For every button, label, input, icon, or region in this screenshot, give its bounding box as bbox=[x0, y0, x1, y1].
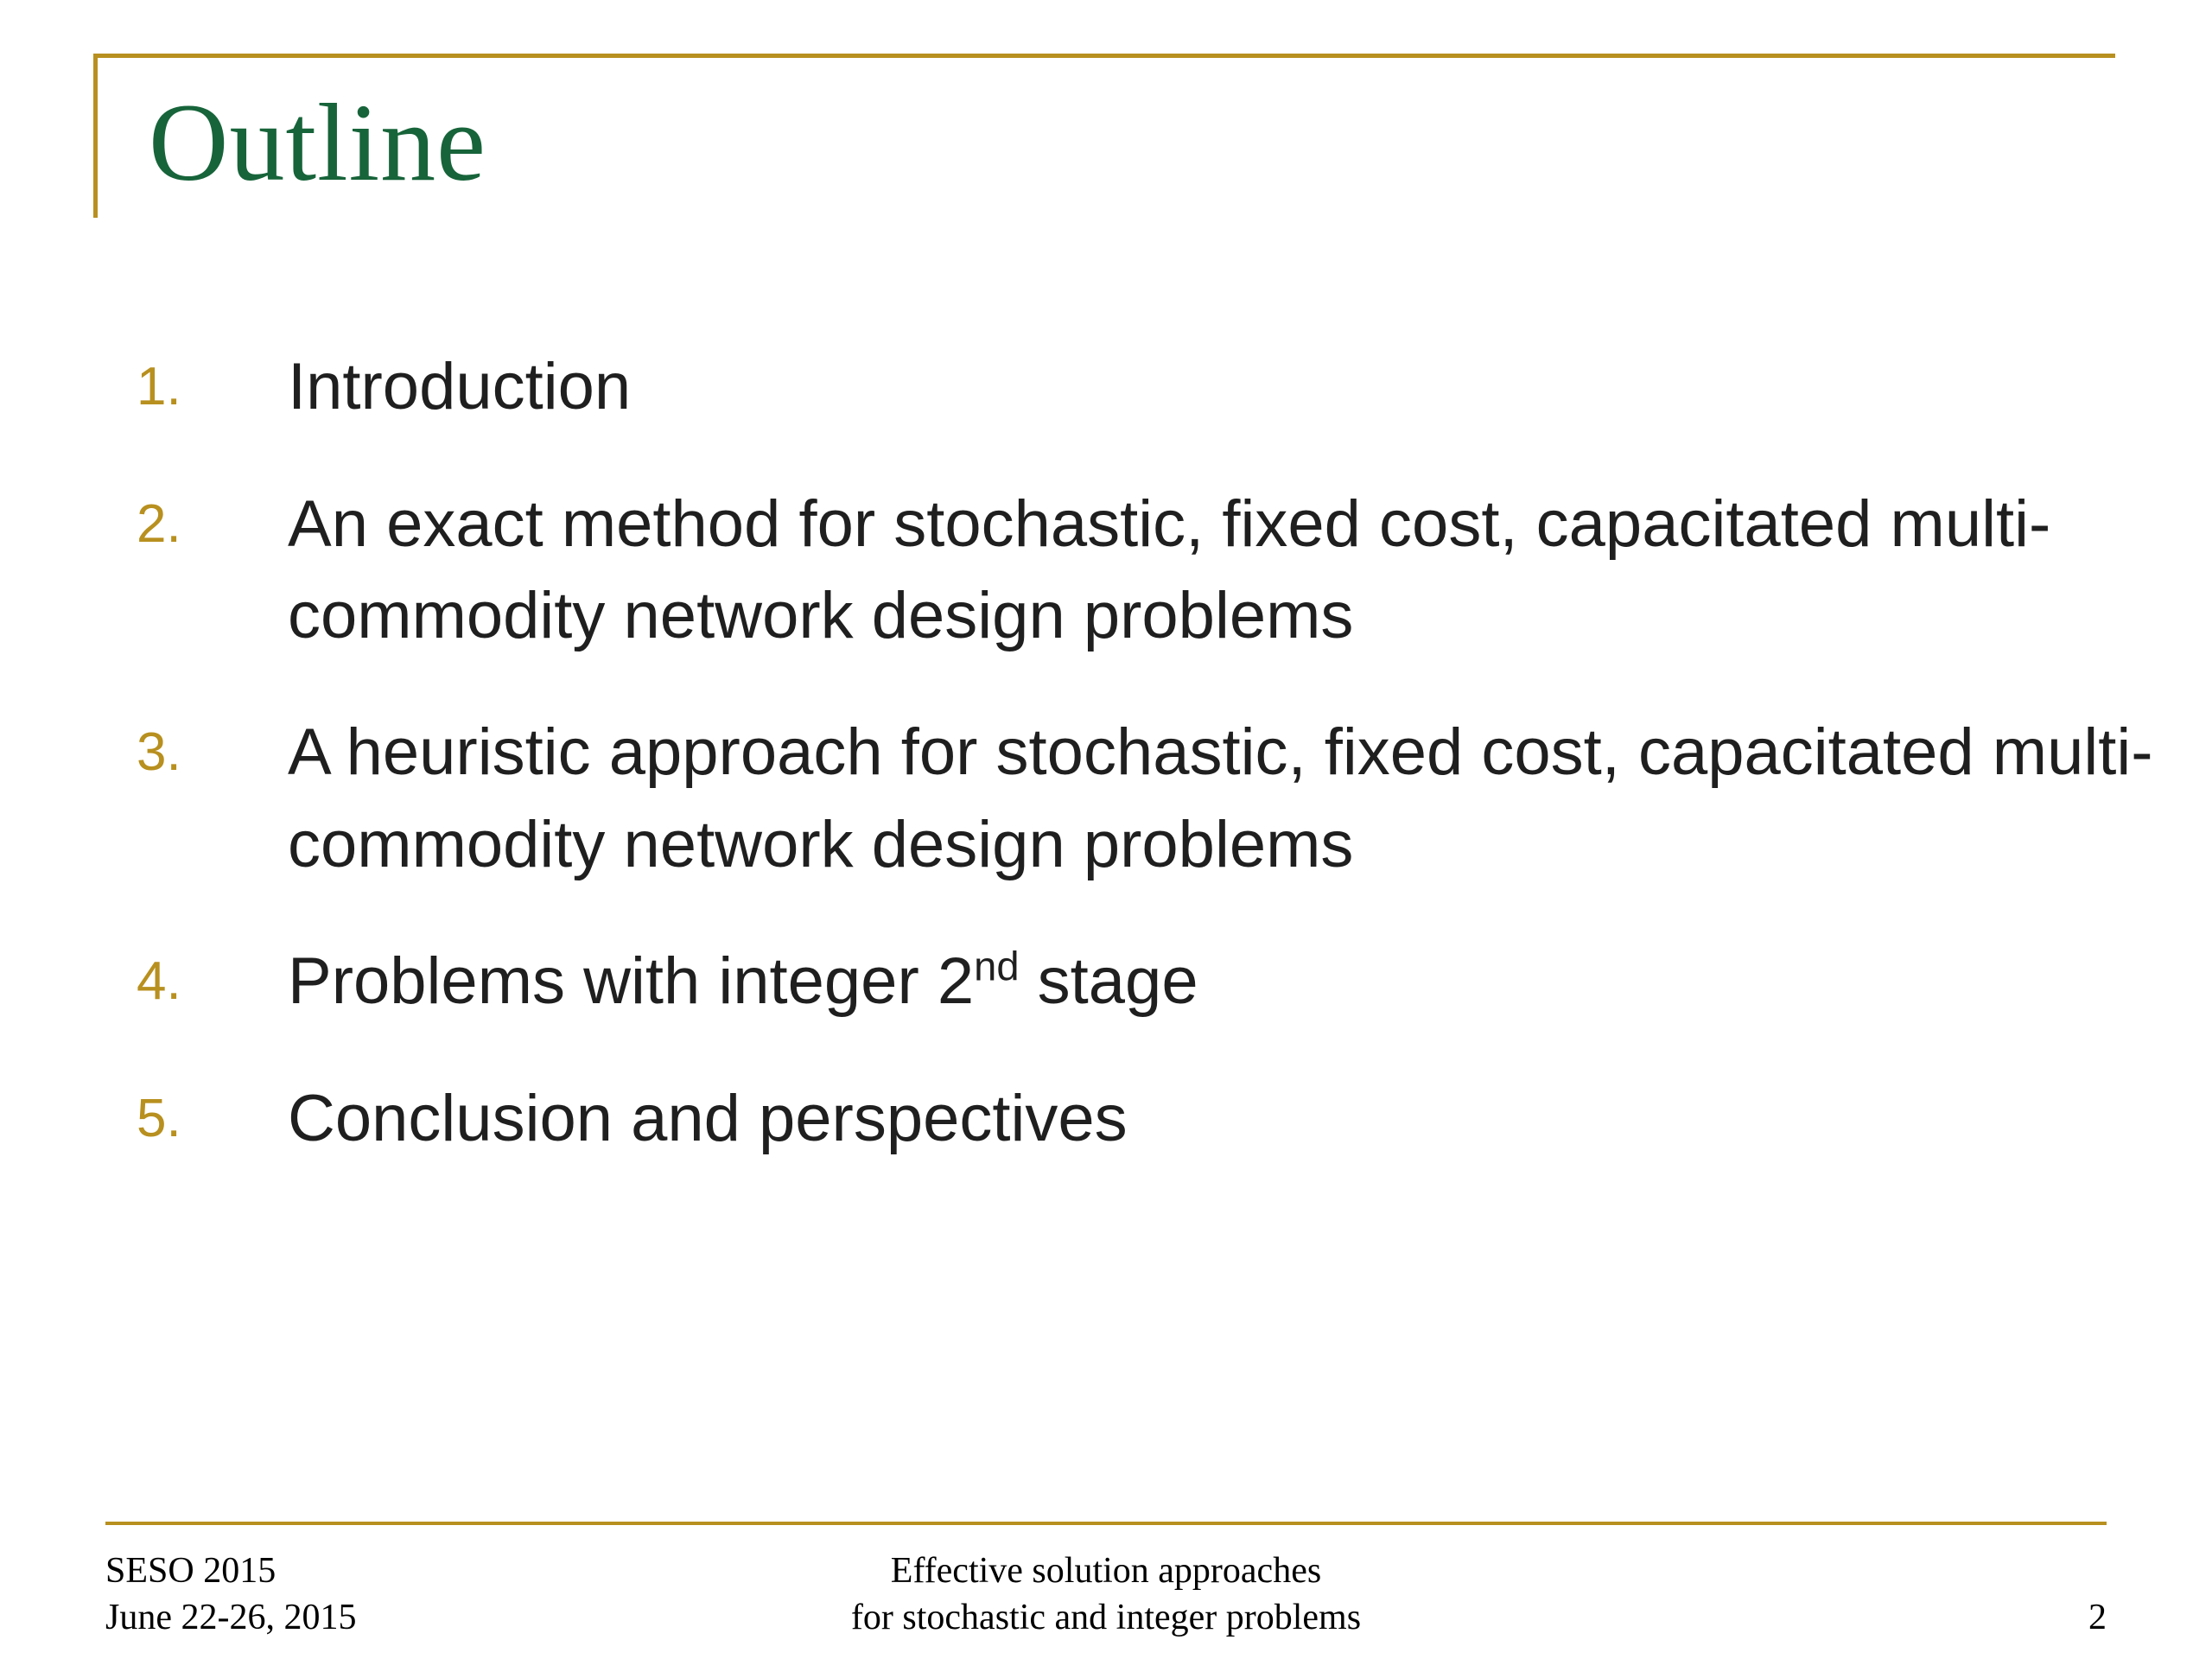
list-item bbox=[137, 707, 2193, 891]
item-text: An exact method for stochastic, fixed cost, capacitated multi-commodity network design problems bbox=[288, 486, 2051, 653]
item-number: 5. bbox=[137, 1088, 181, 1148]
item-text: A heuristic approach for stochastic, fixed cost, capacitated multi-commodity network design problems bbox=[288, 715, 2153, 881]
top-divider bbox=[93, 54, 2115, 58]
list-item bbox=[137, 1073, 2193, 1166]
footer-conference-name: SESO 2015 bbox=[105, 1551, 276, 1591]
footer-presentation-title bbox=[606, 1548, 1606, 1642]
item-text-after: stage bbox=[1019, 944, 1198, 1019]
list-item bbox=[137, 341, 2193, 434]
page-title: Outline bbox=[149, 81, 486, 204]
page-number: 2 bbox=[2088, 1597, 2107, 1637]
footer-divider bbox=[105, 1522, 2107, 1525]
item-text: Conclusion and perspectives bbox=[288, 1081, 1128, 1155]
list-item bbox=[137, 479, 2193, 663]
item-number: 4. bbox=[137, 951, 181, 1012]
item-text-before: Problems with integer 2 bbox=[288, 944, 975, 1019]
item-number: 2. bbox=[137, 493, 181, 554]
item-number: 3. bbox=[137, 722, 181, 783]
footer-conference-block bbox=[105, 1548, 606, 1642]
footer-presentation-title-line2: for stochastic and integer problems bbox=[850, 1597, 1362, 1637]
footer-conference-date: June 22-26, 2015 bbox=[105, 1597, 357, 1637]
footer-presentation-title-line1: Effective solution approaches bbox=[890, 1551, 1322, 1591]
ordinal-superscript: nd bbox=[974, 943, 1020, 989]
title-left-divider bbox=[93, 54, 98, 218]
item-text bbox=[288, 936, 2189, 1027]
outline-list bbox=[137, 341, 2193, 1210]
list-item bbox=[137, 936, 2193, 1028]
item-text: Introduction bbox=[288, 350, 632, 423]
item-number: 1. bbox=[137, 357, 181, 416]
footer bbox=[105, 1548, 2107, 1642]
